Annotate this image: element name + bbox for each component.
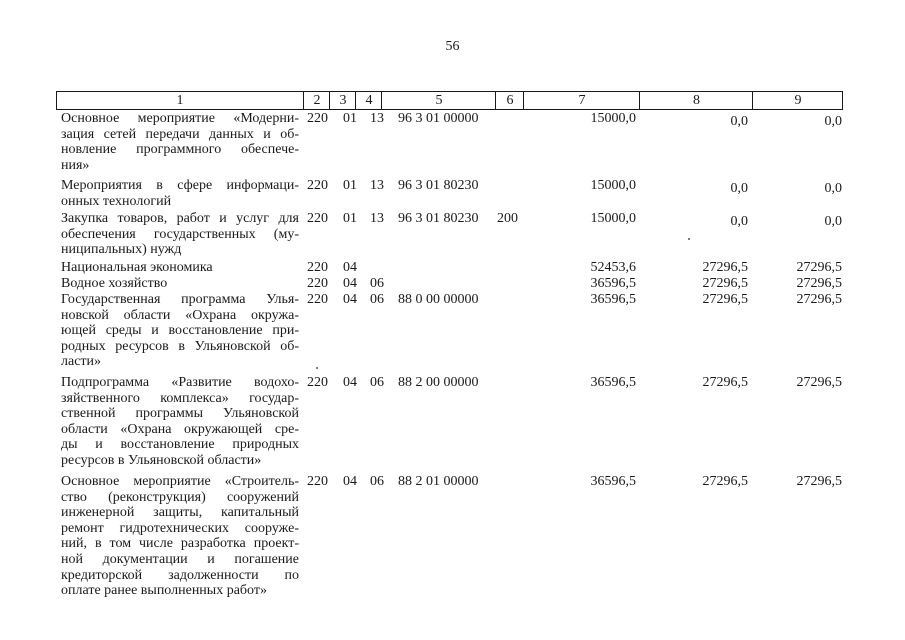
row-name-line: ющей среды и восстановление при- bbox=[61, 323, 299, 339]
row-cell-c3: 04 bbox=[343, 474, 357, 489]
header-cell-6: 6 bbox=[495, 92, 524, 109]
header-cell-8: 8 bbox=[639, 92, 753, 109]
table-header-row bbox=[56, 91, 843, 110]
row-cell-c7: 36596,5 bbox=[590, 375, 636, 390]
row-cell-c5: 88 2 01 00000 bbox=[398, 474, 479, 489]
header-cell-4: 4 bbox=[355, 92, 382, 109]
row-cell-c4: 06 bbox=[370, 276, 384, 291]
row-cell-c9: 27296,5 bbox=[796, 375, 842, 390]
row-cell-c2: 220 bbox=[307, 111, 328, 126]
row-cell-c5: 88 0 00 00000 bbox=[398, 292, 479, 307]
row-cell-c3: 01 bbox=[343, 111, 357, 126]
row-cell-c5: 88 2 00 00000 bbox=[398, 375, 479, 390]
row-name-line: инженерной защиты, капитальный bbox=[61, 505, 299, 521]
row-name-line: Основное мероприятие «Модерни- bbox=[61, 111, 299, 126]
row-name-line: онных технологий bbox=[61, 193, 172, 209]
row-name-line: ной документации и погашение bbox=[61, 552, 299, 567]
row-cell-c2: 220 bbox=[307, 474, 328, 489]
row-cell-c3: 01 bbox=[343, 178, 357, 193]
row-cell-c3: 04 bbox=[343, 276, 357, 291]
header-cell-7: 7 bbox=[523, 92, 640, 109]
row-cell-c8: 0,0 bbox=[730, 181, 748, 196]
row-cell-c6: 200 bbox=[497, 211, 518, 226]
row-name-line: новской области «Охрана окружа- bbox=[61, 307, 299, 323]
row-cell-c2: 220 bbox=[307, 292, 328, 307]
row-cell-c5: 96 3 01 80230 bbox=[398, 178, 479, 193]
row-name-line: ство (реконструкция) сооружений bbox=[61, 489, 299, 505]
row-name-line: зация сетей передачи данных и об- bbox=[61, 126, 299, 142]
row-name-line: Водное хозяйство bbox=[61, 276, 168, 291]
scan-speck bbox=[316, 367, 318, 369]
row-cell-c4: 13 bbox=[370, 111, 384, 126]
row-cell-c8: 27296,5 bbox=[702, 292, 748, 307]
row-name-line: области «Охрана окружающей сре- bbox=[61, 421, 299, 437]
row-cell-c2: 220 bbox=[307, 375, 328, 390]
row-cell-c2: 220 bbox=[307, 260, 328, 275]
header-cell-2: 2 bbox=[303, 92, 330, 109]
row-cell-c8: 27296,5 bbox=[702, 276, 748, 291]
row-name-line: Национальная экономика bbox=[61, 260, 213, 275]
row-name-line: Основное мероприятие «Строитель- bbox=[61, 474, 299, 489]
row-name-line: Мероприятия в сфере информаци- bbox=[61, 178, 299, 193]
row-cell-c8: 27296,5 bbox=[702, 375, 748, 390]
row-cell-c3: 04 bbox=[343, 292, 357, 307]
row-name-line: ремонт гидротехнических сооруже- bbox=[61, 520, 299, 536]
row-cell-c2: 220 bbox=[307, 178, 328, 193]
row-name-line: кредиторской задолженности по bbox=[61, 567, 299, 583]
row-name-line: ласти» bbox=[61, 354, 102, 370]
row-cell-c4: 06 bbox=[370, 474, 384, 489]
row-name-line: обеспечения государственных (му- bbox=[61, 226, 299, 242]
row-name-line: ний, в том числе разработка проект- bbox=[61, 536, 299, 552]
row-cell-c5: 96 3 01 00000 bbox=[398, 111, 479, 126]
row-name-line: ресурсов в Ульяновской области» bbox=[61, 453, 262, 468]
row-cell-c9: 27296,5 bbox=[796, 292, 842, 307]
row-name-line: ды и восстановление природных bbox=[61, 437, 299, 453]
row-name-line: ственной программы Ульяновской bbox=[61, 406, 299, 422]
row-name-line: родных ресурсов в Ульяновской об- bbox=[61, 338, 299, 354]
row-name-line: оплате ранее выполненных работ» bbox=[61, 583, 267, 599]
row-cell-c4: 13 bbox=[370, 178, 384, 193]
row-cell-c9: 0,0 bbox=[824, 114, 842, 129]
row-cell-c9: 27296,5 bbox=[796, 260, 842, 275]
row-cell-c3: 04 bbox=[343, 260, 357, 275]
row-cell-c7: 36596,5 bbox=[590, 292, 636, 307]
row-cell-c8: 27296,5 bbox=[702, 474, 748, 489]
header-cell-3: 3 bbox=[329, 92, 356, 109]
row-cell-c5: 96 3 01 80230 bbox=[398, 211, 479, 226]
row-cell-c4: 13 bbox=[370, 211, 384, 226]
page-number: 56 bbox=[445, 39, 460, 54]
row-name-line: зяйственного комплекса» государ- bbox=[61, 390, 299, 406]
row-name-line: Закупка товаров, работ и услуг для bbox=[61, 211, 299, 226]
row-name-line: новление программного обеспече- bbox=[61, 142, 299, 158]
row-cell-c2: 220 bbox=[307, 211, 328, 226]
header-cell-1: 1 bbox=[176, 93, 184, 108]
row-cell-c4: 06 bbox=[370, 292, 384, 307]
header-cell-5: 5 bbox=[381, 92, 496, 109]
row-cell-c4: 06 bbox=[370, 375, 384, 390]
header-cell-9: 9 bbox=[752, 92, 843, 109]
row-name-line: Подпрограмма «Развитие водохо- bbox=[61, 375, 299, 390]
row-cell-c9: 0,0 bbox=[824, 214, 842, 229]
row-name-line: ния» bbox=[61, 157, 90, 173]
row-cell-c9: 27296,5 bbox=[796, 276, 842, 291]
row-name-line: ниципальных) нужд bbox=[61, 242, 182, 258]
row-cell-c7: 36596,5 bbox=[590, 474, 636, 489]
row-cell-c7: 15000,0 bbox=[590, 111, 636, 126]
row-cell-c8: 0,0 bbox=[730, 114, 748, 129]
row-cell-c7: 36596,5 bbox=[590, 276, 636, 291]
row-cell-c9: 27296,5 bbox=[796, 474, 842, 489]
row-cell-c3: 04 bbox=[343, 375, 357, 390]
row-cell-c8: 27296,5 bbox=[702, 260, 748, 275]
scan-speck bbox=[688, 238, 690, 240]
row-name-line: Государственная программа Улья- bbox=[61, 292, 299, 307]
row-cell-c2: 220 bbox=[307, 276, 328, 291]
row-cell-c8: 0,0 bbox=[730, 214, 748, 229]
row-cell-c7: 15000,0 bbox=[590, 178, 636, 193]
row-cell-c7: 15000,0 bbox=[590, 211, 636, 226]
row-cell-c7: 52453,6 bbox=[590, 260, 636, 275]
row-cell-c3: 01 bbox=[343, 211, 357, 226]
row-cell-c9: 0,0 bbox=[824, 181, 842, 196]
